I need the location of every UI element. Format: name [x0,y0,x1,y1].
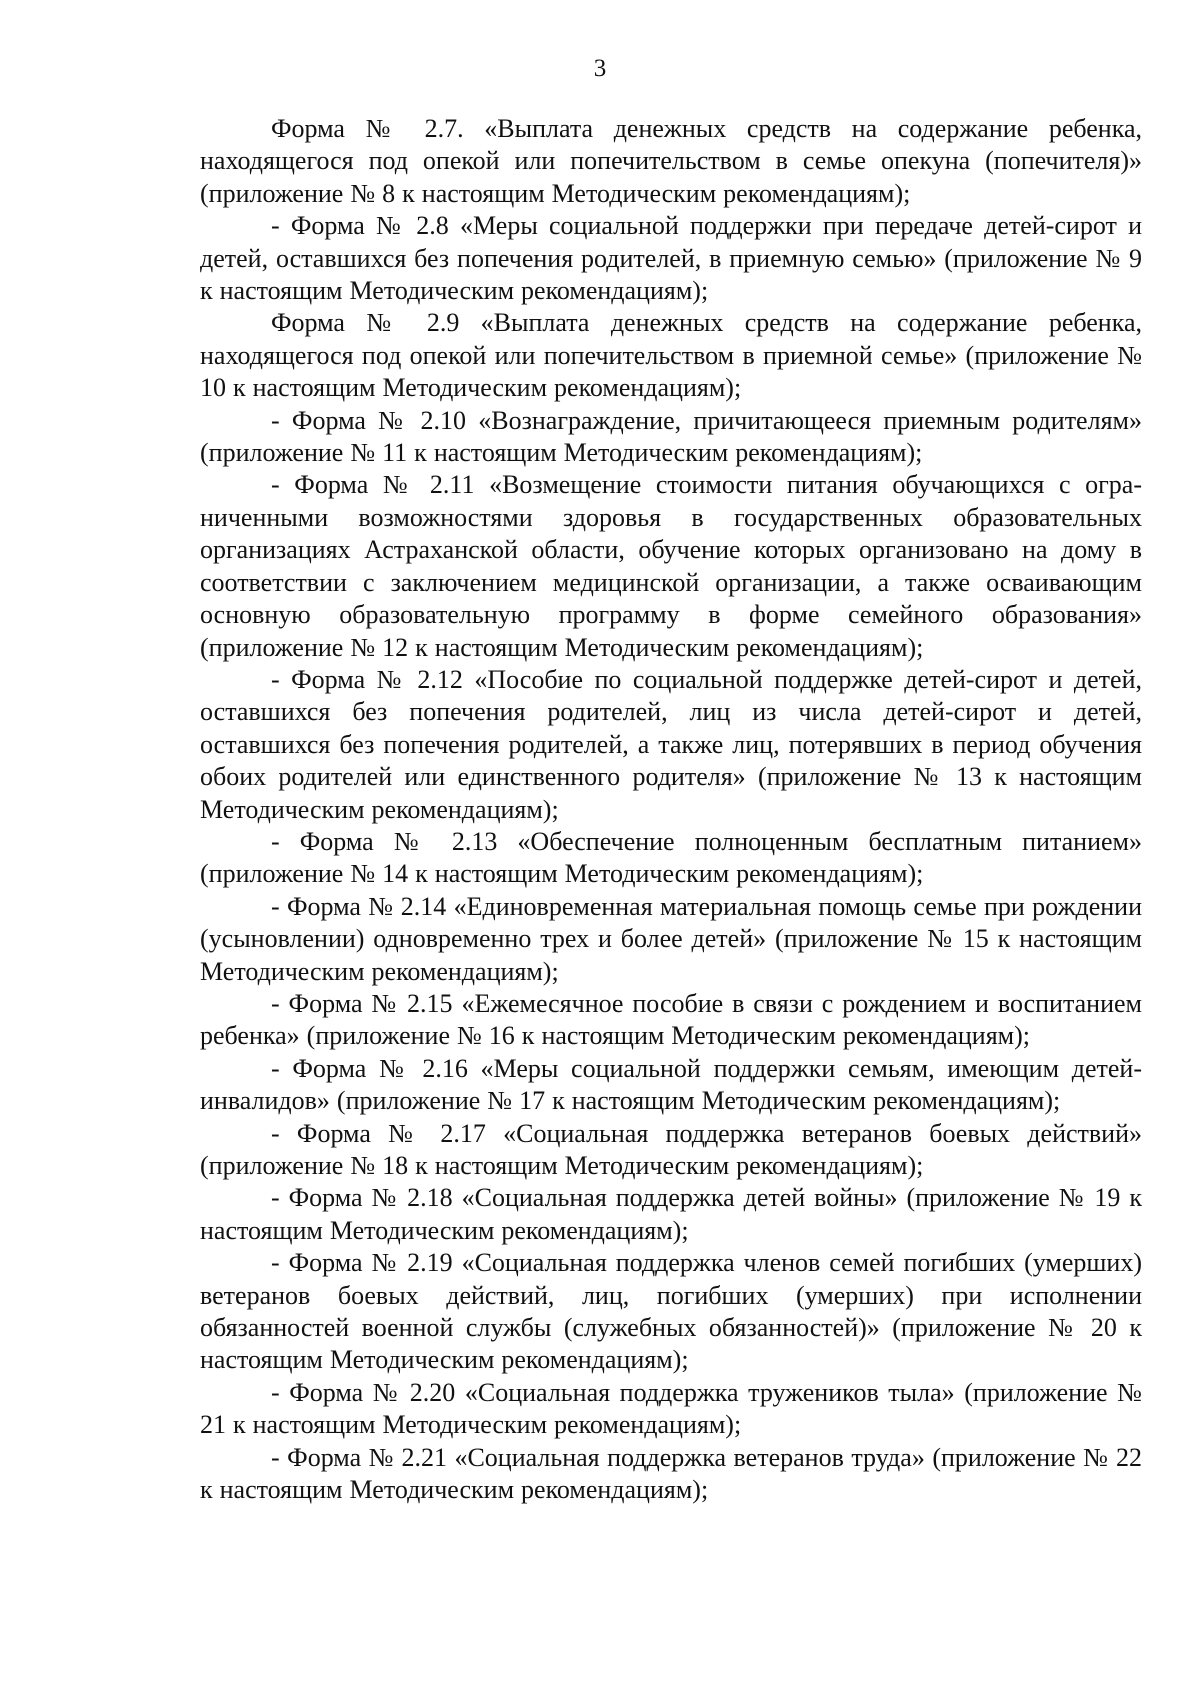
paragraph-form-2-20: - Форма № 2.20 «Социальная поддержка тружеников тыла» (приложение № 21 к настоящим Методическим рекомендациям); [200,1377,1142,1440]
paragraph-form-2-14: - Форма № 2.14 «Единовременная материальная помощь семье при рождении (усыновлении) одновременно трех и более детей» (приложение № 15 к настоящим Методическим рекомендациям); [200,891,1142,986]
paragraph-form-2-17: - Форма № 2.17 «Социальная поддержка ветеранов боевых действий» (приложение № 18 к настоящим Методическим рекомендациям); [200,1118,1142,1180]
paragraph-form-2-19: - Форма № 2.19 «Социальная поддержка членов семей погибших (умерших) ветеранов боевых действий, лиц, погибших (умерших) при исполнении обязанностей военной службы (служебных обязанностей)» (приложение № 20 к настоящим Методическим рекомендациям); [200,1248,1142,1375]
page-number: 3 [593,55,607,82]
paragraph-form-2-7: Форма № 2.7. «Выплата денежных средств на содержание ребенка, находящегося под опекой или попечительством в семье опекуна (попечителя)» (приложение № 8 к настоящим Методическим рекомендациям); [200,114,1142,208]
paragraph-form-2-10: - Форма № 2.10 «Вознаграждение, причитающееся приемным родителям» (приложение № 11 к настоящим Методическим рекомендациям); [200,405,1142,468]
paragraph-form-2-12: - Форма № 2.12 «Пособие по социальной поддержке детей-сирот и детей, оставшихся без попечения родителей, лиц из числа детей-сирот и детей, оставшихся без попечения родителей, а также лиц, потерявших в период обучения обоих родителей или единственного родителя» (приложение № 13 к настоящим Методическим рекомендациям); [200,664,1142,824]
paragraph-form-2-16: - Форма № 2.16 «Меры социальной поддержки семьям, имеющим детей-инвалидов» (приложение № 17 к настоящим Методическим рекомендациям); [200,1053,1142,1116]
paragraph-form-2-18: - Форма № 2.18 «Социальная поддержка детей войны» (приложение № 19 к настоящим Методическим рекомендациям); [200,1183,1142,1245]
paragraph-form-2-13: - Форма № 2.13 «Обеспечение полноценным бесплатным питанием» (приложение № 14 к настоящим Методическим рекомендациям); [200,826,1142,889]
document-body [200,113,1142,1506]
paragraph-form-2-11: - Форма № 2.11 «Возмещение стоимости питания обучающихся с ограниченными возможностями здоровья в государственных образовательных организациях Астраханской области, обучение которых организовано на дому в соответствии с заключением медицинской организации, а также осваивающим основную образовательную программу в форме семейного образования» (приложение № 12 к настоящим Методическим рекомендациям); [200,470,1142,662]
paragraph-form-2-8: - Форма № 2.8 «Меры социальной поддержки при передаче детей-сирот и детей, оставшихся без попечения родителей, в приемную семью» (приложение № 9 к настоящим Методическим рекомендациям); [200,211,1142,306]
paragraph-form-2-9: Форма № 2.9 «Выплата денежных средств на содержание ребенка, находящегося под опекой или попечительством в приемной семье» (приложение № 10 к настоящим Методическим рекомендациям); [200,308,1142,403]
paragraph-form-2-15: - Форма № 2.15 «Ежемесячное пособие в связи с рождением и воспитанием ребенка» (приложение № 16 к настоящим Методическим рекомендациям); [200,988,1142,1051]
paragraph-form-2-21: - Форма № 2.21 «Социальная поддержка ветеранов труда» (приложение № 22 к настоящим Методическим рекомендациям); [200,1442,1142,1505]
